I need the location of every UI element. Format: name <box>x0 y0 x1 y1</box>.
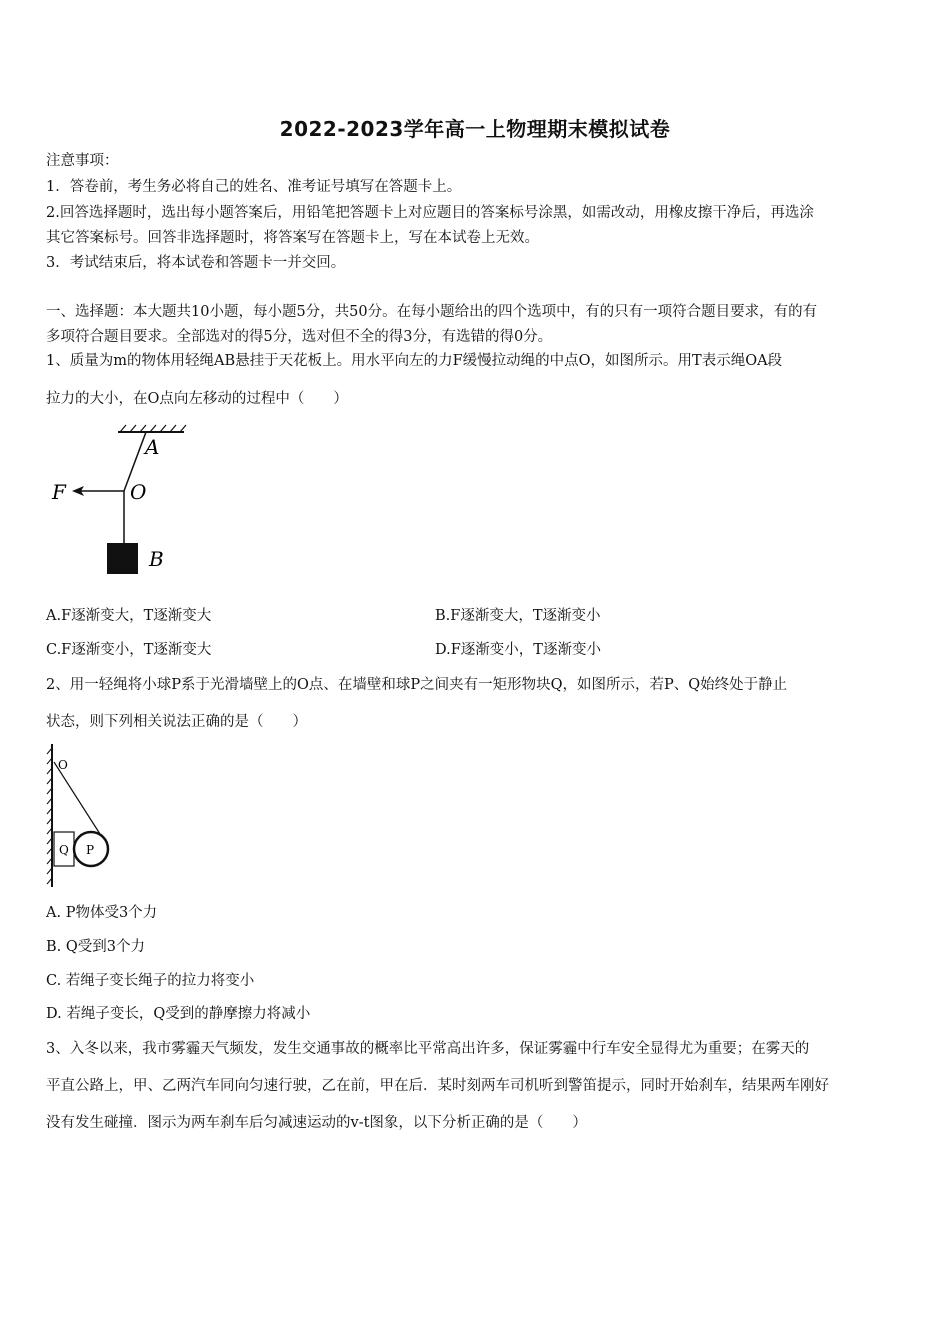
label-a: A <box>145 435 160 459</box>
rope <box>54 762 100 834</box>
q1-option-d[interactable]: D.F逐渐变小，T逐渐变小 <box>435 642 601 658</box>
page-title: 2022-2023学年高一上物理期末模拟试卷 <box>279 117 671 141</box>
note-line-3: 其它答案标号。回答非选择题时，将答案写在答题卡上，写在本试卷上无效。 <box>46 230 539 246</box>
q2-option-a[interactable]: A. P物体受3个力 <box>46 905 158 921</box>
q3-stem-2: 平直公路上，甲、乙两汽车同向匀速行驶，乙在前，甲在后．某时刻两车司机听到警笛提示，同时开始刹车，结果两车刚好 <box>46 1078 829 1094</box>
ceiling-hatch <box>120 425 186 432</box>
block-b <box>107 543 138 574</box>
q3-stem-1: 3、入冬以来，我市雾霾天气频发，发生交通事故的概率比平常高出许多，保证雾霾中行车安全显得尤为重要；在雾天的 <box>46 1041 810 1057</box>
q1-stem-2: 拉力的大小，在O点向左移动的过程中（ ） <box>46 391 348 407</box>
q2-figure <box>40 742 120 892</box>
q2-option-b[interactable]: B. Q受到3个力 <box>46 939 145 955</box>
q1-option-a[interactable]: A.F逐渐变大，T逐渐变大 <box>46 608 212 624</box>
q1-figure <box>46 420 196 580</box>
notes-heading: 注意事项： <box>46 153 119 169</box>
q2-option-c[interactable]: C. 若绳子变长绳子的拉力将变小 <box>46 973 255 989</box>
q1-option-c[interactable]: C.F逐渐变小，T逐渐变大 <box>46 642 212 658</box>
note-line-4: 3．考试结束后，将本试卷和答题卡一并交回。 <box>46 255 346 271</box>
note-line-2: 2.回答选择题时，选出每小题答案后，用铅笔把答题卡上对应题目的答案标号涂黑，如需改动，用橡皮擦干净后，再选涂 <box>46 205 814 221</box>
label-o: O <box>58 758 68 772</box>
section-intro-2: 多项符合题目要求。全部选对的得5分，选对但不全的得3分，有选错的得0分。 <box>46 329 553 345</box>
q2-option-d[interactable]: D. 若绳子变长，Q受到的静摩擦力将减小 <box>46 1006 311 1022</box>
section-intro-1: 一、选择题：本大题共10小题，每小题5分，共50分。在每小题给出的四个选项中，有的只有一项符合题目要求，有的有 <box>46 304 818 320</box>
label-f: F <box>52 480 66 504</box>
label-p: P <box>86 843 95 857</box>
q2-stem-1: 2、用一轻绳将小球P系于光滑墙壁上的O点、在墙壁和球P之间夹有一矩形物块Q，如图所示，若P、Q始终处于静止 <box>46 677 788 693</box>
q1-option-b[interactable]: B.F逐渐变大，T逐渐变小 <box>435 608 601 624</box>
q3-stem-3: 没有发生碰撞．图示为两车刹车后匀减速运动的v-t图象，以下分析正确的是（ ） <box>46 1115 587 1131</box>
label-o: O <box>130 480 147 504</box>
label-q: Q <box>59 843 69 857</box>
q1-stem-1: 1、质量为m的物体用轻绳AB悬挂于天花板上。用水平向左的力F缓慢拉动绳的中点O，如图所示。用T表示绳OA段 <box>46 353 783 369</box>
note-line-1: 1．答卷前，考生务必将自己的姓名、准考证号填写在答题卡上。 <box>46 179 462 195</box>
q2-stem-2: 状态，则下列相关说法正确的是（ ） <box>46 714 307 730</box>
label-b: B <box>149 547 164 571</box>
